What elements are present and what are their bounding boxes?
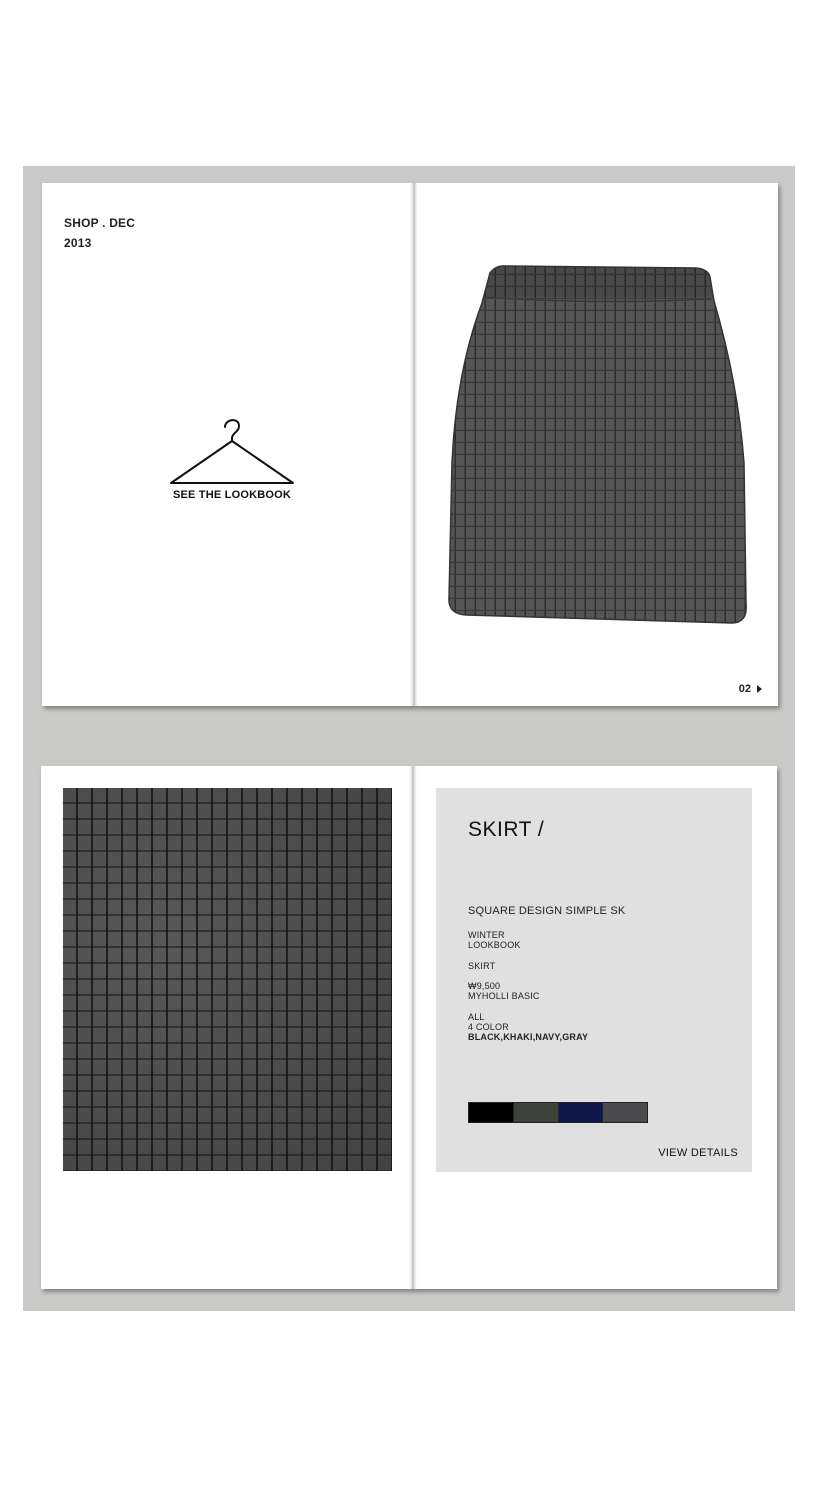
product-line: MYHOLLI BASIC [468, 991, 540, 1001]
color-swatches [468, 1102, 648, 1123]
lookbook-spread-cover [42, 183, 778, 706]
product-name: SQUARE DESIGN SIMPLE SK [468, 905, 626, 917]
swatch-gray[interactable] [603, 1103, 647, 1122]
product-category: SKIRT [468, 961, 496, 971]
product-category-title: SKIRT / [468, 818, 545, 841]
page-gutter [410, 183, 418, 706]
triangle-right-icon [757, 685, 762, 693]
lookbook-stage [23, 166, 795, 1311]
product-price: ₩9,500 [468, 981, 501, 991]
swatch-navy[interactable] [559, 1103, 604, 1122]
shop-year-line: 2013 [64, 236, 92, 250]
view-details-link[interactable]: VIEW DETAILS [658, 1147, 738, 1159]
page-number: 02 [738, 683, 751, 695]
page-gutter [409, 766, 417, 1289]
shop-date-title [64, 213, 135, 253]
product-info-panel [436, 788, 752, 1172]
product-season [468, 930, 521, 950]
product-color-count: 4 COLOR [468, 1022, 509, 1032]
skirt-product-image [446, 263, 752, 625]
product-price-block [468, 981, 540, 1001]
swatch-black[interactable] [469, 1103, 514, 1122]
product-size: ALL [468, 1012, 485, 1022]
season-sub-line: LOOKBOOK [468, 940, 521, 950]
next-page-button[interactable] [739, 683, 762, 695]
shop-title-line: SHOP . DEC [64, 216, 136, 230]
hanger-icon [169, 415, 295, 487]
swatch-khaki[interactable] [514, 1103, 559, 1122]
product-color-names: BLACK,KHAKI,NAVY,GRAY [468, 1032, 589, 1042]
skirt-illustration [446, 263, 752, 625]
see-lookbook-link[interactable] [167, 415, 297, 501]
see-lookbook-label: SEE THE LOOKBOOK [172, 489, 292, 501]
lookbook-spread-product [41, 766, 777, 1289]
product-colors-block [468, 1012, 588, 1042]
fabric-detail-image [63, 788, 392, 1171]
season-line: WINTER [468, 930, 505, 940]
